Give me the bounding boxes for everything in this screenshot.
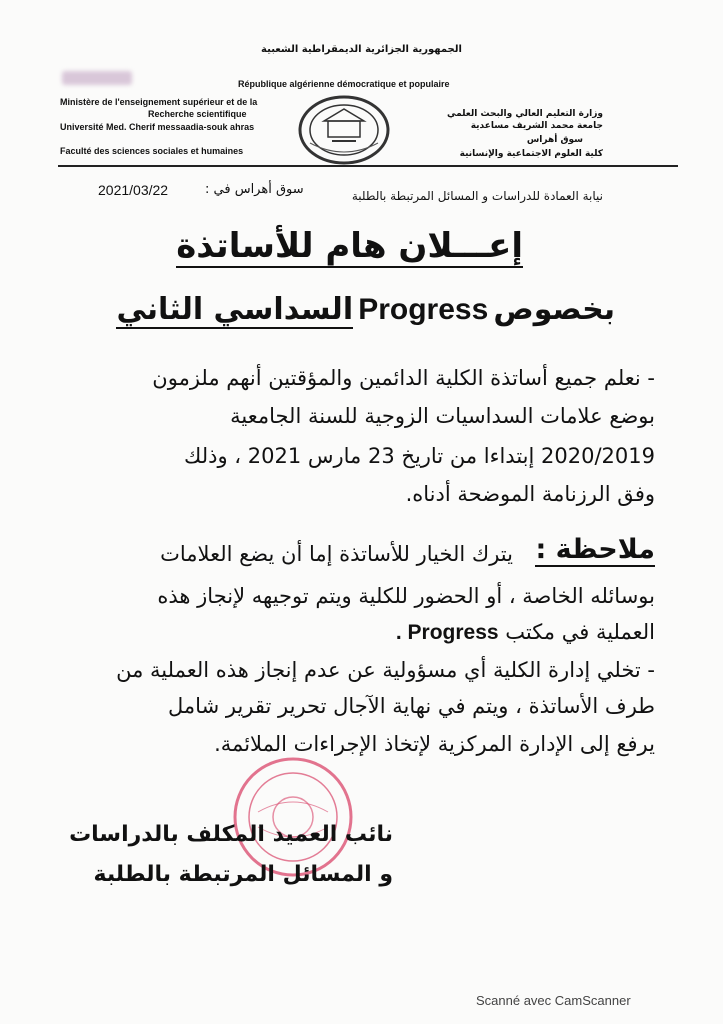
body-p1-line4: وفق الرزنامة الموضحة أدناه. <box>405 482 655 506</box>
redacted-mark <box>62 71 132 85</box>
note-line3-text: العملية في مكتب <box>505 620 655 644</box>
body-p1-line3: 2020/2019 إبتداءا من تاريخ 23 مارس 2021 ، وذلك <box>184 444 655 468</box>
header-republic-fr: République algérienne démocratique et populaire <box>238 79 450 89</box>
signature-line2: و المسائل المرتبطة بالطلبة <box>93 862 393 887</box>
header-republic-ar: الجمهورية الجزائرية الديمقراطية الشعبية <box>261 44 462 55</box>
header-ministry-fr-2: Recherche scientifique <box>148 109 247 119</box>
note-label <box>535 534 655 565</box>
header-ministry-ar: وزارة التعليم العالي والبحث العلمي <box>446 109 603 119</box>
header-university-ar: جامعة محمد الشريف مساعدية <box>470 121 603 131</box>
note-line3 <box>396 620 655 645</box>
signature-line1: نائب العميد المكلف بالدراسات <box>69 822 393 847</box>
header-faculty-ar: كلية العلوم الاجتماعية والإنسانية <box>459 149 603 159</box>
announcement-title: إعـــلان هام للأساتذة <box>176 226 523 266</box>
note-line1: يترك الخيار للأساتذة إما أن يضع العلامات <box>160 542 513 566</box>
note-label-text: ملاحظة : <box>535 534 655 565</box>
header-ministry-fr-1: Ministère de l'enseignement supérieur et de la <box>60 97 258 107</box>
body-p1-line2: بوضع علامات السداسيات الزوجية للسنة الجامعية <box>230 404 655 428</box>
body-p3-line3: يرفع إلى الإدارة المركزية لإتخاذ الإجراءات الملائمة. <box>214 732 655 756</box>
office-label: نيابة العمادة للدراسات و المسائل المرتبطة بالطلبة <box>351 189 603 203</box>
header-city-ar: سوق أهراس <box>526 135 583 145</box>
header-university-fr: Université Med. Cherif messaadia-souk ahras <box>60 122 255 132</box>
body-p3-line2: طرف الأساتذة ، ويتم في نهاية الآجال تحرير تقرير شامل <box>168 694 655 718</box>
note-line2: بوسائله الخاصة ، أو الحضور للكلية ويتم توجيهه لإنجاز هذه <box>157 584 655 608</box>
header-rule <box>58 165 678 167</box>
subtitle-semester: السداسي الثاني <box>116 292 354 327</box>
announcement-subtitle <box>116 292 615 327</box>
body-p1-line1: - نعلم جميع أساتذة الكلية الدائمين والمؤقتين أنهم ملزمون <box>152 366 655 390</box>
date-label: سوق أهراس في : <box>205 182 304 197</box>
header-faculty-fr: Faculté des sciences sociales et humaines <box>60 146 244 156</box>
body-p3-line1: - تخلي إدارة الكلية أي مسؤولية عن عدم إنجاز هذه العملية من <box>116 658 655 682</box>
date-value: 2021/03/22 <box>98 182 169 198</box>
subtitle-progress: Progress <box>358 293 489 326</box>
subtitle-prefix: بخصوص <box>493 292 615 327</box>
scanner-watermark: Scanné avec CamScanner <box>476 993 631 1008</box>
note-line3-progress: Progress . <box>395 621 499 644</box>
university-logo <box>298 95 390 165</box>
